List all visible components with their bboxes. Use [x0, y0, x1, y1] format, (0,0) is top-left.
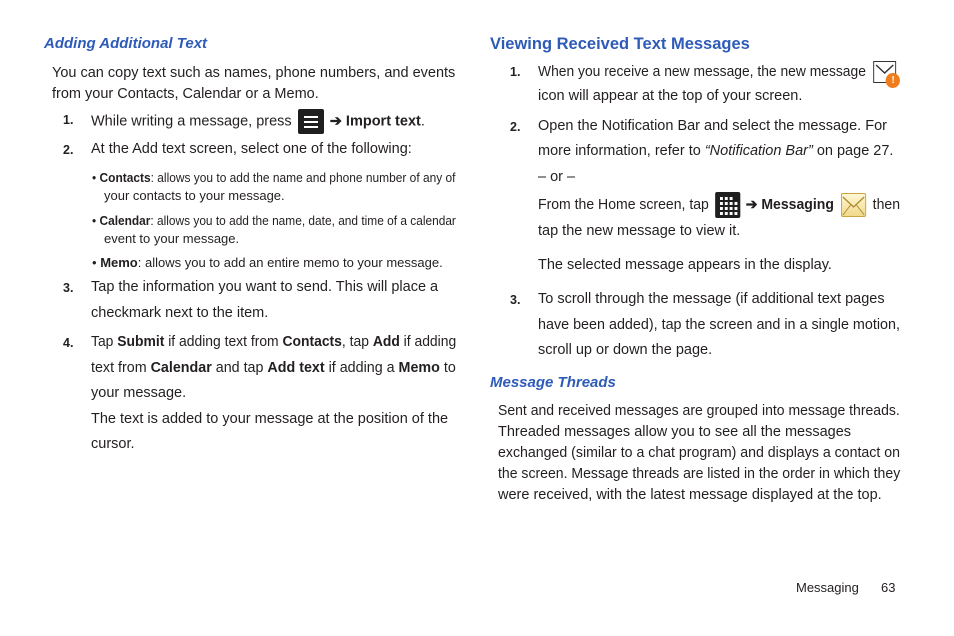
right-step-3-line-2: have been added), tap the screen and in a single motion,: [538, 317, 900, 333]
threads-line-1: Sent and received messages are grouped into message threads.: [498, 403, 900, 419]
bullet-mark: •: [92, 255, 97, 270]
memo-label: Memo: [398, 360, 440, 376]
step-number: 2.: [63, 143, 74, 157]
menu-key-icon: [298, 109, 324, 134]
bullet-contacts: [92, 169, 456, 187]
bullet-text: : allows you to add the name and phone number of any of: [150, 170, 456, 185]
step-number: 1.: [510, 65, 521, 79]
intro-line-2: from your Contacts, Calendar or a Memo.: [52, 86, 319, 102]
step-number: 4.: [63, 336, 74, 350]
bullet-calendar: [92, 212, 456, 230]
threads-line-5: were received, with the latest message displayed at the top.: [498, 487, 882, 503]
bullet-mark: •: [92, 213, 97, 228]
add-text-label: Add text: [267, 360, 325, 376]
bullet-text: : allows you to add the name, date, and time of a calendar: [150, 213, 456, 228]
messaging-envelope-icon: [841, 193, 866, 217]
step-3-line-1: Tap the information you want to send. This will place a: [91, 279, 439, 295]
step-3-line-2: checkmark next to the item.: [91, 305, 269, 321]
badge: !: [886, 73, 900, 88]
or-separator: – or –: [538, 169, 576, 185]
right-step-2-note: The selected message appears in the display.: [538, 257, 832, 273]
step-4-note-1: The text is added to your message at the position of the: [91, 411, 449, 427]
step-4-line-3: your message.: [91, 385, 187, 401]
text: on page 27.: [812, 143, 894, 159]
step-number: 1.: [63, 113, 74, 127]
bullet-contacts-line-2: your contacts to your message.: [104, 188, 285, 203]
import-text-label: Import text: [345, 113, 421, 130]
reference-title: “Notification Bar”: [704, 143, 813, 159]
right-step-2-line-2: [538, 141, 893, 162]
text: text from: [91, 360, 151, 376]
bullet-label: Contacts: [99, 170, 151, 185]
text: When you receive a new message, the new message: [538, 63, 866, 80]
text: Tap: [91, 334, 118, 350]
threads-line-3: exchanged (similar to a chat program) and displays a contact on: [498, 445, 900, 461]
bullet-label: Memo: [100, 255, 138, 270]
bullet-label: Calendar: [99, 213, 151, 228]
step-number: 3.: [510, 293, 521, 307]
text: then: [872, 197, 901, 213]
text: if adding a: [324, 360, 399, 376]
text: if adding text from: [164, 334, 283, 350]
step-number: 3.: [63, 281, 74, 295]
step-1-text: [91, 109, 425, 134]
right-step-1-line-2: icon will appear at the top of your screen.: [538, 88, 803, 104]
right-step-2-home-line: [538, 192, 900, 218]
text: and tap: [211, 360, 268, 376]
threads-line-2: Threaded messages allow you to see all the messages: [498, 424, 852, 440]
right-step-2-home-line-2: tap the new message to view it.: [538, 223, 741, 239]
bullet-text: : allows you to add an entire memo to your message.: [137, 255, 443, 270]
arrow-glyph: ➔: [745, 197, 758, 213]
text: to: [439, 360, 456, 376]
right-step-3-line-1: To scroll through the message (if additional text pages: [538, 291, 885, 307]
calendar-label: Calendar: [150, 360, 212, 376]
bullet-calendar-line-2: event to your message.: [104, 231, 240, 246]
applications-grid-icon: [715, 192, 740, 218]
right-step-3-line-3: scroll up or down the page.: [538, 342, 713, 358]
submit-label: Submit: [117, 334, 165, 350]
section-heading-viewing-messages: Viewing Received Text Messages: [490, 35, 750, 53]
bullet-memo: [92, 254, 443, 272]
new-message-icon: [874, 61, 897, 86]
text: From the Home screen, tap: [538, 197, 709, 213]
intro-line-1: You can copy text such as names, phone numbers, and events: [52, 65, 456, 81]
contacts-label: Contacts: [282, 334, 342, 350]
arrow-glyph: ➔: [329, 113, 342, 130]
section-heading-adding-text: Adding Additional Text: [44, 35, 208, 52]
bullet-mark: •: [92, 170, 97, 185]
add-label: Add: [372, 334, 400, 350]
threads-line-4: the screen. Message threads are listed in the order in which they: [498, 466, 901, 482]
step-1-pre: While writing a message, press: [91, 113, 292, 130]
right-step-1-line-1: [538, 61, 896, 86]
period: .: [420, 113, 425, 130]
text: if adding: [399, 334, 457, 350]
right-step-2-line-1: Open the Notification Bar and select the message. For: [538, 118, 887, 134]
footer-page-number: 63: [881, 580, 896, 595]
step-4-note-2: cursor.: [91, 436, 135, 452]
step-4-line-1: [91, 332, 456, 353]
text: more information, refer to: [538, 143, 705, 159]
section-heading-message-threads: Message Threads: [490, 374, 616, 391]
step-number: 2.: [510, 120, 521, 134]
step-2-text: At the Add text screen, select one of the following:: [91, 141, 412, 157]
footer-section-name: Messaging: [796, 580, 859, 595]
messaging-label: Messaging: [761, 197, 834, 213]
text: , tap: [341, 334, 373, 350]
step-4-line-2: [91, 358, 456, 379]
